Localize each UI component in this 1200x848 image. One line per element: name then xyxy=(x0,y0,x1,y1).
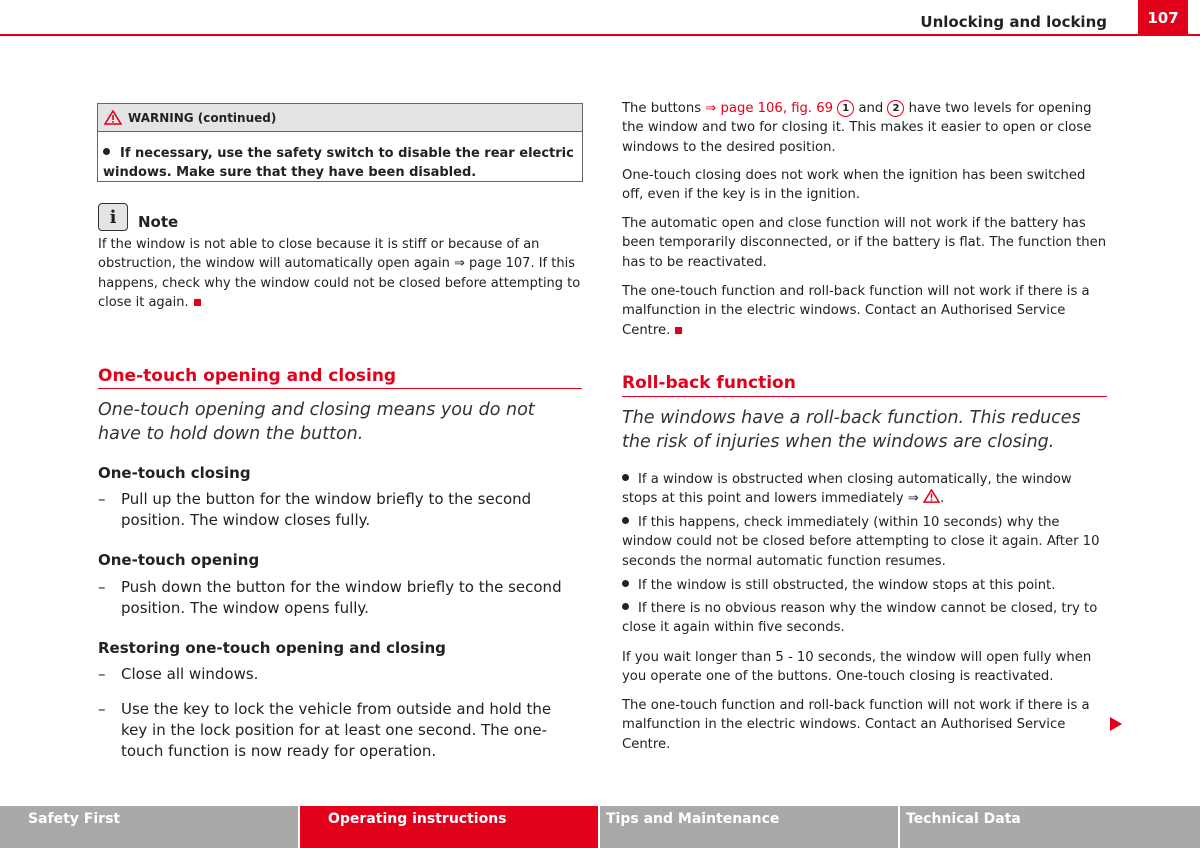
warning-header xyxy=(98,104,582,132)
end-of-section-icon xyxy=(675,327,682,334)
section-title-one-touch: One-touch opening and closing xyxy=(98,366,397,386)
arrow-icon: ⇒ xyxy=(907,491,919,507)
list-item-text: Push down the button for the window briefly to the second position. The window opens fully. xyxy=(121,578,562,617)
bullet-icon xyxy=(622,517,629,524)
warning-box xyxy=(97,103,583,182)
list-item xyxy=(622,513,1107,571)
paragraph: The one-touch function and roll-back function will not work if there is a malfunction in the electric windows. Contact an Authorised Service Centre. xyxy=(622,698,1090,752)
note-text-part: page 107. If this happens, check why the window could not be closed before attempting to close it again. xyxy=(98,256,581,310)
cross-reference-link[interactable]: ⇒ page 106, fig. 69 xyxy=(705,101,834,116)
list-item xyxy=(98,699,582,762)
note-label: Note xyxy=(138,213,179,231)
text: . xyxy=(939,491,945,507)
note-text-part: If the window is not able to close because it is stiff or because of an obstruction, the window will automatically open again xyxy=(98,237,540,272)
note-heading xyxy=(98,203,178,231)
list-item xyxy=(622,576,1107,595)
text: have two levels for opening the window and two for closing it. This makes it easier to open or close windows to the desired position. xyxy=(622,101,1092,155)
text: If this happens, check immediately (within 10 seconds) why the window could not be closed before attempting to close it again. After 10 seconds the normal automatic function resumes. xyxy=(622,515,1100,569)
text: and xyxy=(854,101,888,116)
footer-tab-technical-data[interactable]: Technical Data xyxy=(900,806,1200,848)
text: The buttons xyxy=(622,101,706,116)
list-item xyxy=(98,489,582,531)
list-item xyxy=(98,664,582,685)
warning-body xyxy=(98,132,582,182)
list-item-text: Use the key to lock the vehicle from outside and hold the key in the lock position for at least one second. The one-touch function is now ready for operation. xyxy=(121,700,552,760)
section-lead: The windows have a roll-back function. This reduces the risk of injuries when the windows are closing. xyxy=(622,408,1081,452)
text: If a window is obstructed when closing automatically, the window stops at this point and lowers immediately xyxy=(622,472,1072,507)
running-header-title: Unlocking and locking xyxy=(920,13,1107,31)
page-number: 107 xyxy=(1138,0,1188,36)
text: If there is no obvious reason why the window cannot be closed, try to close it again within five seconds. xyxy=(622,601,1098,636)
section-rule xyxy=(622,396,1107,397)
arrow-icon: ⇒ xyxy=(454,256,465,272)
text: The one-touch function and roll-back function will not work if there is a malfunction in the electric windows. Contact an Authorised Service Centre. xyxy=(622,284,1090,338)
list-item xyxy=(622,470,1107,509)
paragraph-buttons xyxy=(622,99,1107,157)
bullet-icon xyxy=(622,580,629,587)
paragraph xyxy=(622,282,1107,340)
dash-icon: – xyxy=(98,700,106,718)
end-of-section-icon xyxy=(194,299,201,306)
info-note-icon: i xyxy=(98,203,128,231)
continue-arrow-icon xyxy=(1110,717,1122,731)
footer-tab-safety-first[interactable]: Safety First xyxy=(0,806,298,848)
subhead-one-touch-opening: One-touch opening xyxy=(98,551,260,569)
footer-tab-tips-and-maintenance[interactable]: Tips and Maintenance xyxy=(600,806,898,848)
list-item xyxy=(98,577,582,619)
list-item xyxy=(622,599,1107,638)
section-rule xyxy=(98,388,582,389)
header-rule xyxy=(0,34,1200,36)
callout-1-icon: 1 xyxy=(837,100,854,117)
callout-2-icon: 2 xyxy=(887,100,904,117)
warning-title: WARNING (continued) xyxy=(128,110,277,125)
bullet-icon xyxy=(622,474,629,481)
footer-tab-operating-instructions[interactable]: Operating instructions xyxy=(300,806,598,848)
warning-triangle-icon xyxy=(104,110,122,125)
warning-text: If necessary, use the safety switch to disable the rear electric windows. Make sure that they have been disabled. xyxy=(103,146,574,180)
list-item-text: Close all windows. xyxy=(121,665,259,683)
bullet-icon xyxy=(622,603,629,610)
dash-icon: – xyxy=(98,490,106,508)
warning-triangle-icon xyxy=(923,489,940,503)
text: If the window is still obstructed, the window stops at this point. xyxy=(638,578,1056,593)
section-title-roll-back: Roll-back function xyxy=(622,373,796,393)
subhead-restoring: Restoring one-touch opening and closing xyxy=(98,639,446,657)
dash-icon: – xyxy=(98,578,106,596)
note-text xyxy=(98,235,582,312)
paragraph: The automatic open and close function will not work if the battery has been temporarily disconnected, or if the battery is flat. The function then has to be reactivated. xyxy=(622,216,1107,270)
dash-icon: – xyxy=(98,665,106,683)
paragraph: One-touch closing does not work when the ignition has been switched off, even if the key is in the ignition. xyxy=(622,168,1086,203)
bullet-icon xyxy=(103,148,110,155)
subhead-one-touch-closing: One-touch closing xyxy=(98,464,251,482)
section-lead: One-touch opening and closing means you do not have to hold down the button. xyxy=(98,400,535,444)
paragraph: If you wait longer than 5 - 10 seconds, the window will open fully when you operate one of the buttons. One-touch closing is reactivated. xyxy=(622,650,1092,685)
list-item-text: Pull up the button for the window briefly to the second position. The window closes fully. xyxy=(121,490,532,529)
